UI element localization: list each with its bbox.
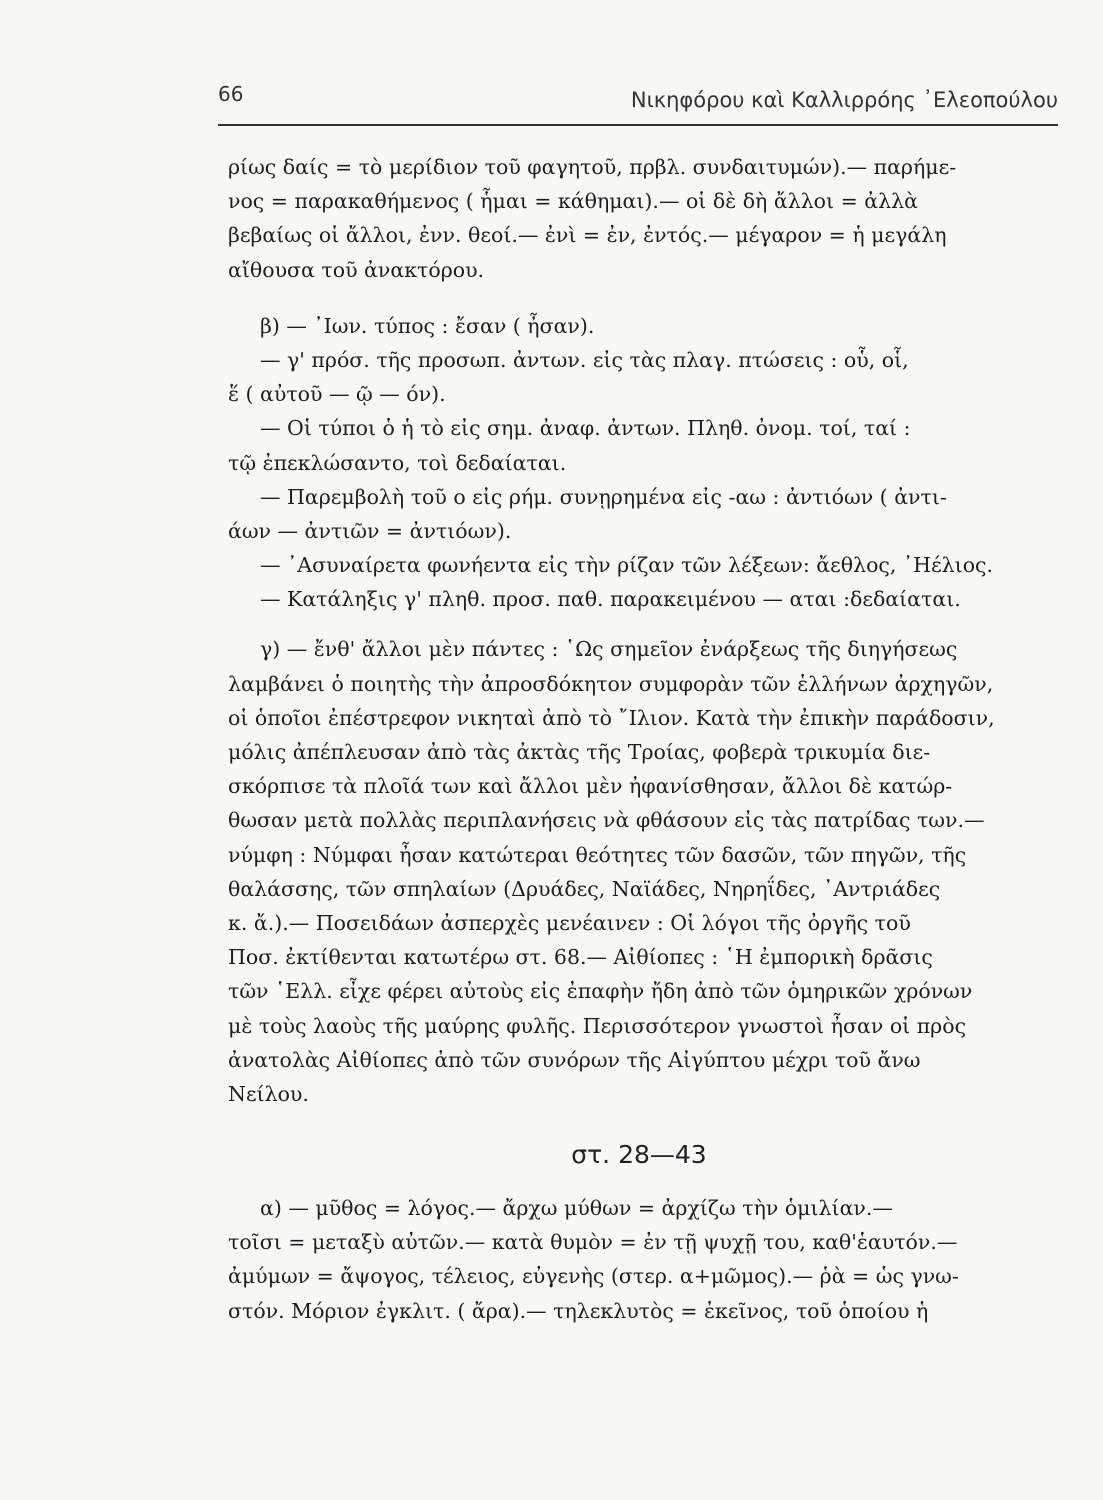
text-line: μόλις ἀπέπλευσαν ἀπὸ τὰς ἀκτὰς τῆς Τροίας, φοβερὰ τρικυμία διε- bbox=[228, 740, 931, 764]
text-line: θωσαν μετὰ πολλὰς περιπλανήσεις νὰ φθάσουν εἰς τὰς πατρίδας των.— bbox=[228, 808, 985, 833]
text-line: βεβαίως οἱ ἄλλοι, ἐνν. θεοί.— ἐνὶ = ἐν, ἐντός.— μέγαρον = ἡ μεγάλη bbox=[228, 223, 947, 248]
text-line: α) — μῦθος = λόγος.— ἄρχω μύθων = ἀρχίζω τὴν ὁμιλίαν.— bbox=[260, 1196, 893, 1221]
text-line: — ᾿Ασυναίρετα φωνήεντα εἰς τὴν ρίζαν τῶν λέξεων: ἄεθλος, ᾿Ηέλιος. bbox=[260, 553, 994, 578]
section-heading: στ. 28—43 bbox=[571, 1140, 707, 1170]
text-line: Ποσ. ἐκτίθενται κατωτέρω στ. 68.— Αἰθίοπες : ῾Η ἐμπορικὴ δρᾶσις bbox=[228, 945, 933, 970]
running-title: Νικηφόρου καὶ Καλλιρρόης ᾿Ελεοπούλου bbox=[630, 88, 1058, 112]
text-line: — Οἱ τύποι ὁ ἡ τὸ εἰς σημ. ἀναφ. ἀντων. Πληθ. ὀνομ. τοί, ταί : bbox=[260, 416, 911, 441]
text-line: νος = παρακαθήμενος ( ἧμαι = κάθημαι).— οἱ δὲ δὴ ἄλλοι = ἀλλὰ bbox=[228, 189, 918, 214]
text-line: οἱ ὁποῖοι ἐπέστρεφον νικηταὶ ἀπὸ τὸ ῎Ιλιον. Κατὰ τὴν ἐπικὴν παράδοσιν, bbox=[228, 705, 995, 730]
text-line: θαλάσσης, τῶν σπηλαίων (Δρυάδες, Ναϊάδες, Νηρηΐδες, ᾿Αντριάδες bbox=[228, 876, 941, 901]
text-line: μὲ τοὺς λαοὺς τῆς μαύρης φυλῆς. Περισσότερον γνωστοὶ ἦσαν οἱ πρὸς bbox=[228, 1013, 967, 1038]
text-line: ἀνατολὰς Αἰθίοπες ἀπὸ τῶν συνόρων τῆς Αἰγύπτου μέχρι τοῦ ἄνω bbox=[228, 1047, 921, 1072]
text-line: άων — ἀντιῶν = ἀντιόων). bbox=[228, 518, 512, 543]
text-line: τῷ ἐπεκλώσαντο, τοὶ δεδαίαται. bbox=[228, 450, 567, 475]
text-line: — γ' πρόσ. τῆς προσωπ. ἀντων. εἰς τὰς πλαγ. πτώσεις : οὗ, οἷ, bbox=[260, 347, 909, 372]
text-line: — Κατάληξις γ' πληθ. προσ. παθ. παρακειμένου — αται :δεδαίαται. bbox=[260, 587, 961, 612]
text-line: κ. ἄ.).— Ποσειδάων ἀσπερχὲς μενέαινεν : Οἱ λόγοι τῆς ὀργῆς τοῦ bbox=[228, 910, 911, 935]
text-line: ρίως δαίς = τὸ μερίδιον τοῦ φαγητοῦ, πρβλ. συνδαιτυμών).— παρήμε- bbox=[228, 155, 957, 179]
text-line: — Παρεμβολὴ τοῦ ο εἰς ρήμ. συνῃρημένα εἰς -αω : ἀντιόων ( ἀντι- bbox=[260, 484, 947, 509]
body-text bbox=[228, 150, 1050, 1328]
text-line: νύμφη : Νύμφαι ἦσαν κατώτεραι θεότητες τῶν δασῶν, τῶν πηγῶν, τῆς bbox=[228, 842, 967, 867]
running-header bbox=[218, 78, 1058, 126]
text-line: β) — ᾿Ιων. τύπος : ἔσαν ( ἦσαν). bbox=[260, 313, 595, 338]
text-line: τοῖσι = μεταξὺ αὐτῶν.— κατὰ θυμὸν = ἐν τῇ ψυχῇ του, καθ'ἑαυτόν.— bbox=[228, 1230, 958, 1255]
text-line: ἀμύμων = ἄψογος, τέλειος, εὐγενὴς (στερ. α+μῶμος).— ῥὰ = ὡς γνω- bbox=[228, 1264, 959, 1289]
text-line: ἕ ( αὐτοῦ — ῷ — όν). bbox=[228, 382, 446, 407]
text-line: Νείλου. bbox=[228, 1081, 309, 1106]
page-number: 66 bbox=[218, 82, 244, 106]
text-line: λαμβάνει ὁ ποιητὴς τὴν ἀπροσδόκητον συμφορὰν τῶν ἑλλήνων ἀρχηγῶν, bbox=[228, 671, 994, 696]
text-line: γ) — ἔνθ' ἄλλοι μὲν πάντες : ῾Ως σημεῖον ἐνάρξεως τῆς διηγήσεως bbox=[260, 637, 958, 662]
text-line: στόν. Μόριον ἐγκλιτ. ( ἄρα).— τηλεκλυτὸς = ἐκεῖνος, τοῦ ὁποίου ἡ bbox=[228, 1298, 929, 1323]
text-line: αἴθουσα τοῦ ἀνακτόρου. bbox=[228, 257, 485, 282]
text-line: σκόρπισε τὰ πλοῖά των καὶ ἄλλοι μὲν ἠφανίσθησαν, ἄλλοι δὲ κατώρ- bbox=[228, 774, 953, 799]
text-line: τῶν ῾Ελλ. εἶχε φέρει αὐτοὺς εἰς ἐπαφὴν ἤδη ἀπὸ τῶν ὁμηρικῶν χρόνων bbox=[228, 979, 973, 1004]
